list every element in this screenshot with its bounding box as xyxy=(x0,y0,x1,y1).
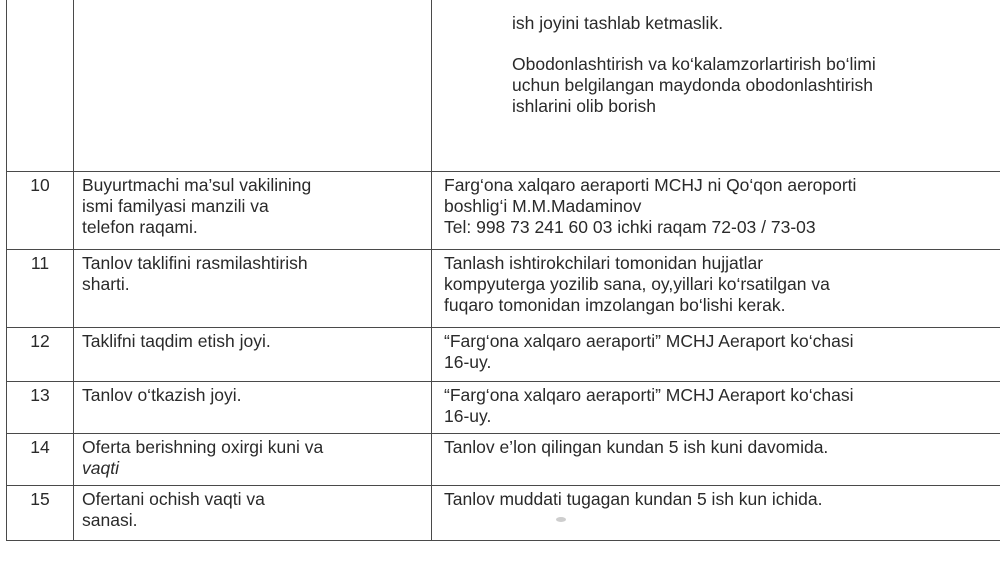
row-number-cell: 11 xyxy=(7,250,74,328)
row-value-cell: “Farg‘ona xalqaro aeraporti” MCHJ Aeraport ko‘chasi 16-uy. xyxy=(432,328,1000,382)
table-row xyxy=(7,434,1000,486)
row-value-cell: “Farg‘ona xalqaro aeraporti” MCHJ Aeraport ko‘chasi 16-uy. xyxy=(432,382,1000,434)
value-line: ishlarini olib borish xyxy=(512,96,656,116)
row-parameter-cell: Oferta berishning oxirgi kuni va vaqti xyxy=(74,434,432,486)
table-row-continuation xyxy=(7,0,1000,172)
row-parameter-cell: Buyurtmachi ma’sul vakilining ismi familyasi manzili va telefon raqami. xyxy=(74,172,432,250)
table-row xyxy=(7,172,1000,250)
row-number-cell: 10 xyxy=(7,172,74,250)
table-row xyxy=(7,328,1000,382)
value-line: Obodonlashtirish va ko‘kalamzorlartirish bo‘limi xyxy=(512,54,876,74)
row-number-cell: 13 xyxy=(7,382,74,434)
scan-smudge xyxy=(556,517,566,522)
table-row xyxy=(7,486,1000,541)
row-value-cell: Tanlov e’lon qilingan kundan 5 ish kuni davomida. xyxy=(432,434,1000,486)
value-line: ish joyini tashlab ketmaslik. xyxy=(512,13,724,33)
row-parameter-cell: Ofertani ochish vaqti va sanasi. xyxy=(74,486,432,541)
table-row xyxy=(7,382,1000,434)
row-number-cell: 15 xyxy=(7,486,74,541)
row-number-cell: 14 xyxy=(7,434,74,486)
row-parameter-cell: Taklifni taqdim etish joyi. xyxy=(74,328,432,382)
row-parameter-cell: Tanlov o‘tkazish joyi. xyxy=(74,382,432,434)
row-value-cell xyxy=(432,0,1000,172)
row-value-cell: Farg‘ona xalqaro aeraporti MCHJ ni Qo‘qon aeroporti boshlig‘i M.M.Madaminov Tel: 998 73 241 60 03 ichki raqam 72-03 / 73-03 xyxy=(432,172,1000,250)
row-parameter-cell xyxy=(74,0,432,172)
row-value-cell: Tanlash ishtirokchilari tomonidan hujjatlar kompyuterga yozilib sana, oy,yillari ko‘rsatilgan va fuqaro tomonidan imzolangan bo‘lishi kerak. xyxy=(432,250,1000,328)
row-value-cell: Tanlov muddati tugagan kundan 5 ish kun ichida. xyxy=(432,486,1000,541)
row-number-cell: 12 xyxy=(7,328,74,382)
tender-conditions-table xyxy=(6,0,1000,541)
table-row xyxy=(7,250,1000,328)
row-parameter-cell: Tanlov taklifini rasmilashtirish sharti. xyxy=(74,250,432,328)
value-line: uchun belgilangan maydonda obodonlashtirish xyxy=(512,75,873,95)
row-number-cell xyxy=(7,0,74,172)
